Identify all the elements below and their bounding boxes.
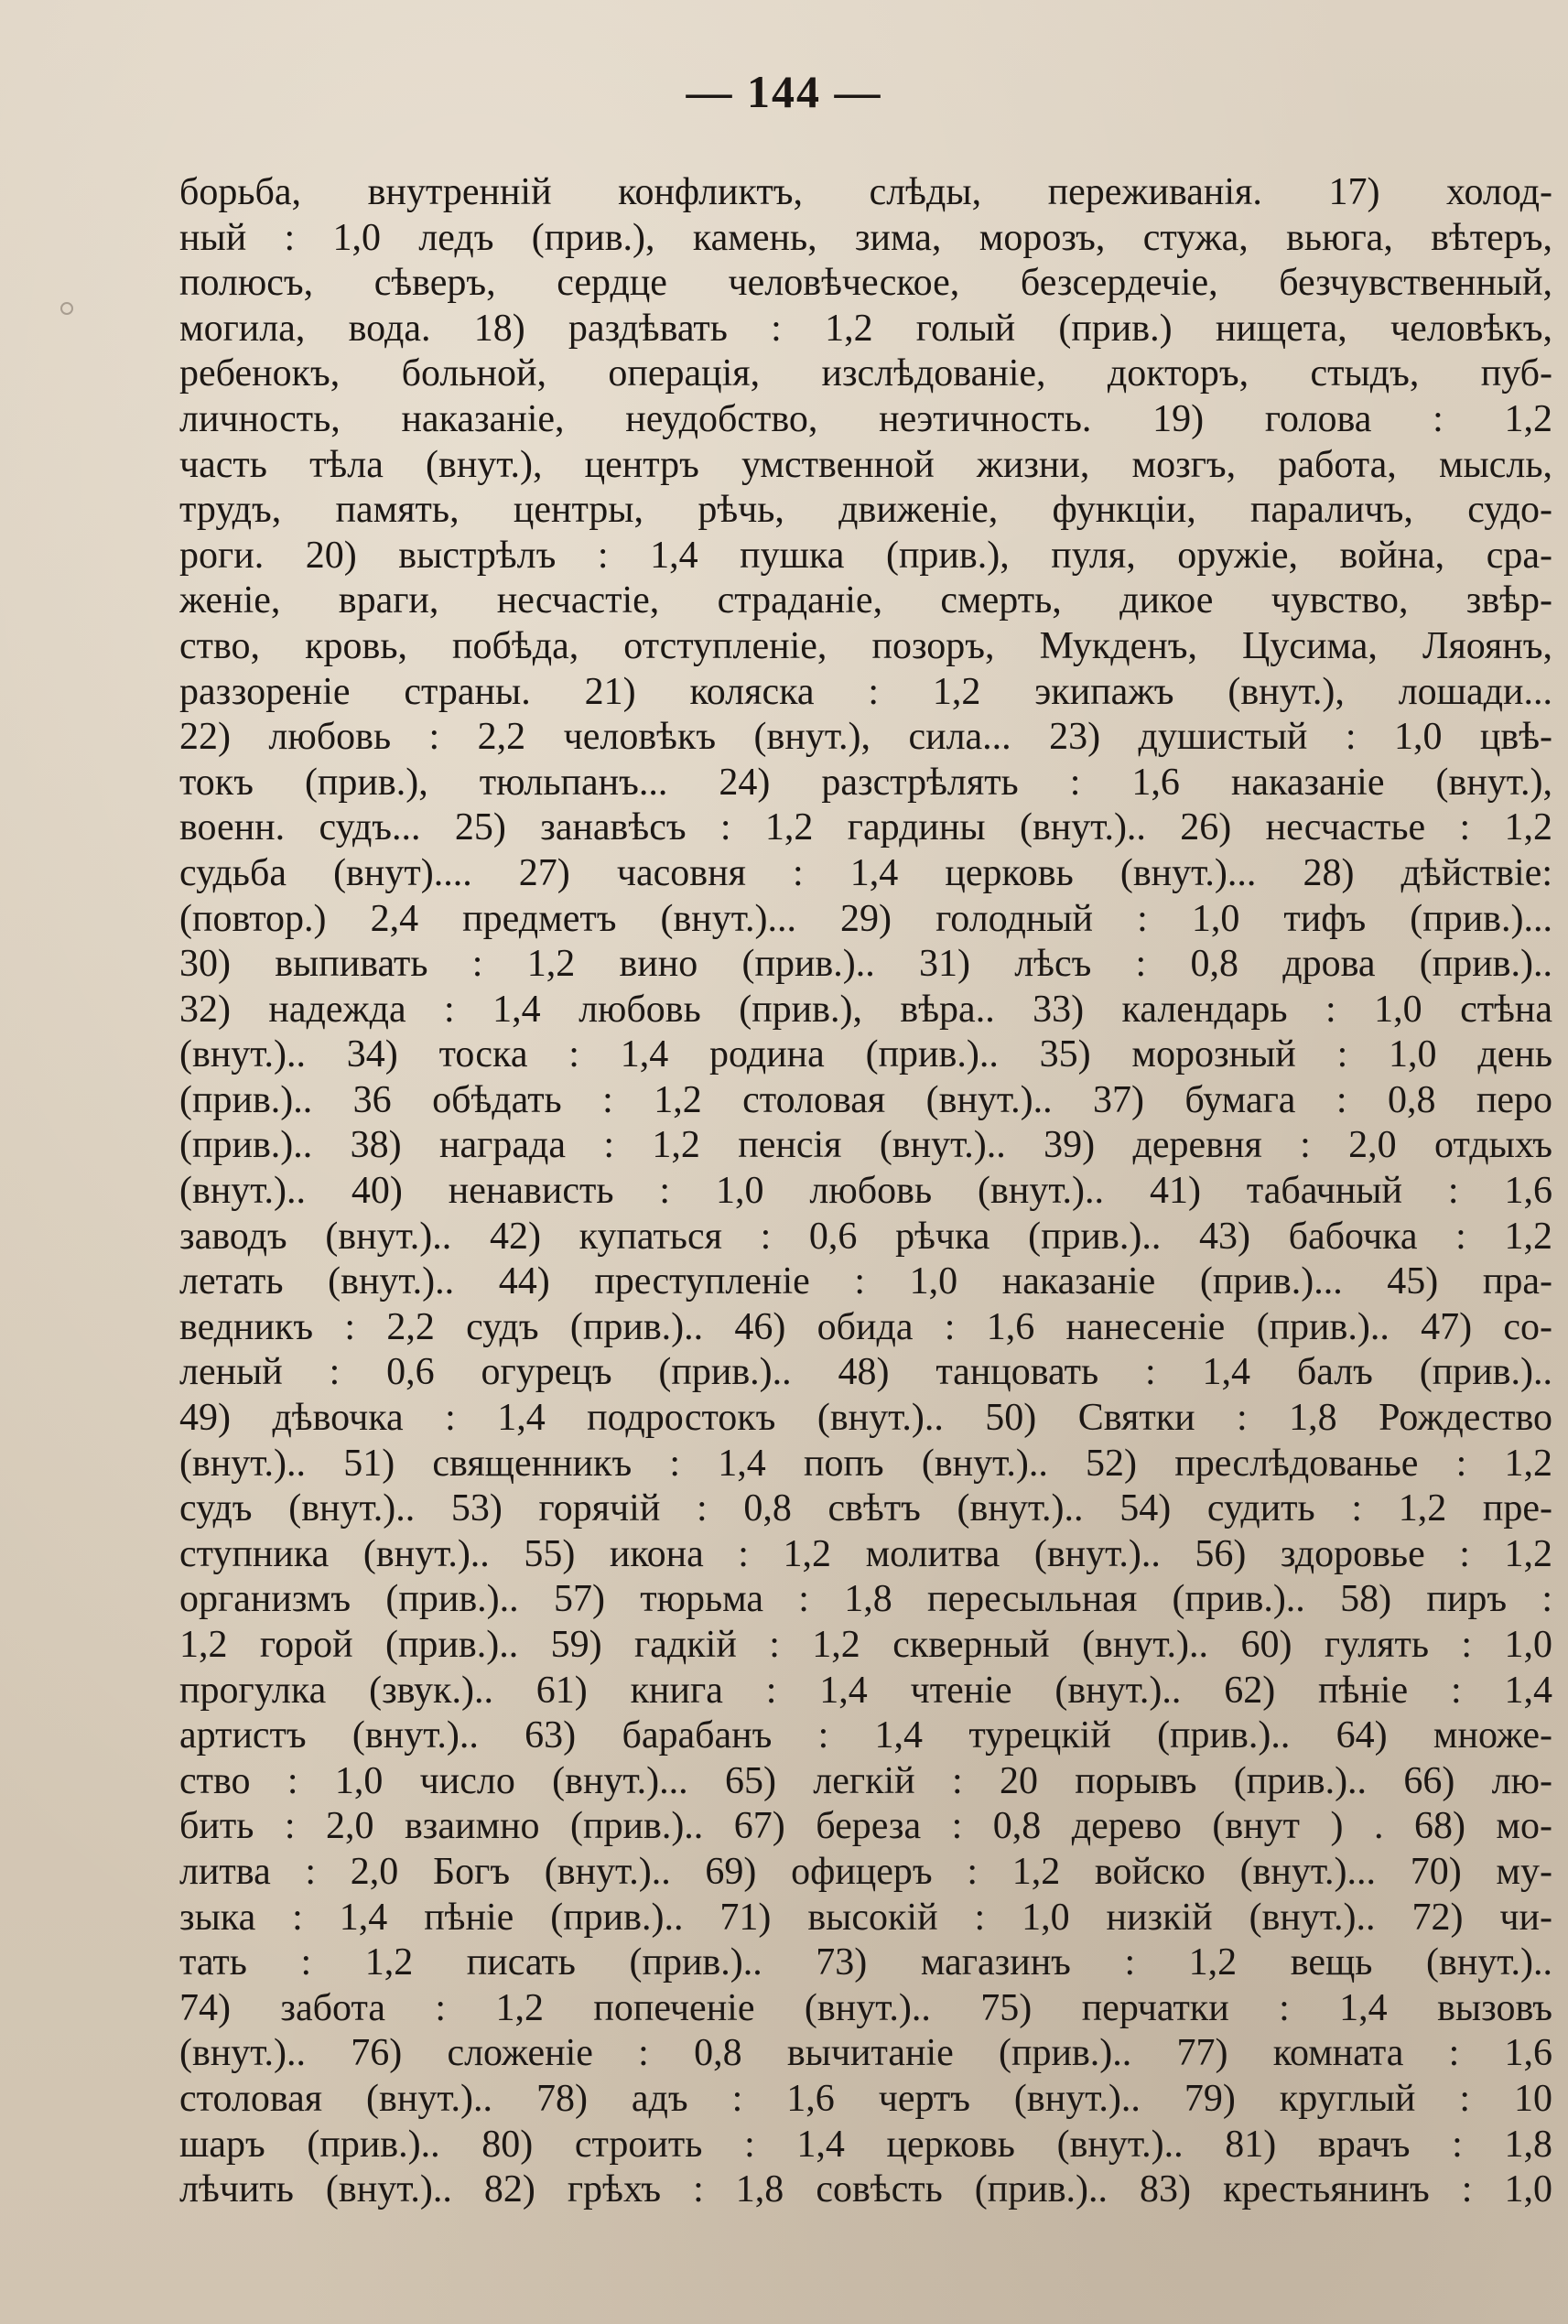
text-line: ступника (внут.).. 55) икона : 1,2 молитва (внут.).. 56) здоровье : 1,2 — [179, 1532, 1552, 1575]
text-line: ведникъ : 2,2 судъ (прив.).. 46) обида : 1,6 нанесенiе (прив.).. 47) со- — [179, 1305, 1552, 1348]
text-line: 30) выпивать : 1,2 вино (прив.).. 31) лѣсъ : 0,8 дрова (прив.).. — [179, 943, 1552, 986]
text-line: ство, кровь, побѣда, отступленiе, позоръ, Мукденъ, Цусима, Ляоянъ, — [179, 624, 1552, 667]
text-line: литва : 2,0 Богъ (внут.).. 69) офицеръ : 1,2 войско (внут.)... 70) му- — [179, 1850, 1552, 1893]
text-line: (внут.).. 76) сложенiе : 0,8 вычитанiе (прив.).. 77) комната : 1,6 — [179, 2032, 1552, 2075]
text-line: летать (внут.).. 44) преступленiе : 1,0 наказанiе (прив.)... 45) пра- — [179, 1260, 1552, 1303]
text-line: бить : 2,0 взаимно (прив.).. 67) береза : 0,8 дерево (внут ) . 68) мо- — [179, 1805, 1552, 1848]
text-line: шаръ (прив.).. 80) строить : 1,4 церковь (внут.).. 81) врачъ : 1,8 — [179, 2123, 1552, 2166]
text-line: борьба, внутреннiй конфликтъ, слѣды, переживанiя. 17) холод- — [179, 171, 1552, 213]
page-text — [179, 170, 1552, 2213]
text-line: прогулка (звук.).. 61) книга : 1,4 чтенiе (внут.).. 62) пѣнiе : 1,4 — [179, 1669, 1552, 1712]
text-line: 22) любовь : 2,2 человѣкъ (внут.), сила... 23) душистый : 1,0 цвѣ- — [179, 716, 1552, 759]
text-line: тать : 1,2 писать (прив.).. 73) магазинъ : 1,2 вещь (внут.).. — [179, 1941, 1552, 1984]
text-line: организмъ (прив.).. 57) тюрьма : 1,8 пересыльная (прив.).. 58) пиръ : — [179, 1578, 1552, 1621]
text-line: леный : 0,6 огурецъ (прив.).. 48) танцовать : 1,4 балъ (прив.).. — [179, 1351, 1552, 1394]
text-line: личность, наказанiе, неудобство, неэтичность. 19) голова : 1,2 — [179, 397, 1552, 440]
text-line: (внут.).. 51) священникъ : 1,4 попъ (внут.).. 52) преслѣдованье : 1,2 — [179, 1442, 1552, 1485]
text-line: ство : 1,0 число (внут.)... 65) легкiй : 20 порывъ (прив.).. 66) лю- — [179, 1759, 1552, 1802]
text-line: военн. судъ... 25) занавѣсъ : 1,2 гардины (внут.).. 26) несчастье : 1,2 — [179, 806, 1552, 849]
text-line: могила, вода. 18) раздѣвать : 1,2 голый (прив.) нищета, человѣкъ, — [179, 307, 1552, 350]
text-line: часть тѣла (внут.), центръ умственной жизни, мозгъ, работа, мысль, — [179, 443, 1552, 486]
text-line: ный : 1,0 ледъ (прив.), камень, зима, морозъ, стужа, вьюга, вѣтеръ, — [179, 216, 1552, 259]
text-line: лѣчить (внут.).. 82) грѣхъ : 1,8 совѣсть (прив.).. 83) крестьянинъ : 1,0 — [179, 2168, 1552, 2211]
text-line: роги. 20) выстрѣлъ : 1,4 пушка (прив.), пуля, оружiе, война, сра- — [179, 534, 1552, 577]
text-line: зыка : 1,4 пѣнiе (прив.).. 71) высокiй : 1,0 низкiй (внут.).. 72) чи- — [179, 1896, 1552, 1939]
text-line: полюсъ, сѣверъ, сердце человѣческое, безсердечiе, безчувственный, — [179, 262, 1552, 305]
text-line: (внут.).. 34) тоска : 1,4 родина (прив.).. 35) морозный : 1,0 день — [179, 1033, 1552, 1076]
text-line: артистъ (внут.).. 63) барабанъ : 1,4 турецкiй (прив.).. 64) множе- — [179, 1714, 1552, 1757]
text-line: столовая (внут.).. 78) адъ : 1,6 чертъ (внут.).. 79) круглый : 10 — [179, 2077, 1552, 2120]
text-line: трудъ, память, центры, рѣчь, движенiе, функцiи, параличъ, судо- — [179, 489, 1552, 532]
text-line: 74) забота : 1,2 попеченiе (внут.).. 75) перчатки : 1,4 вызовъ — [179, 1986, 1552, 2029]
text-line: 32) надежда : 1,4 любовь (прив.), вѣра.. 33) календарь : 1,0 стѣна — [179, 988, 1552, 1031]
text-line: заводъ (внут.).. 42) купаться : 0,6 рѣчка (прив.).. 43) бабочка : 1,2 — [179, 1215, 1552, 1258]
text-line: женiе, враги, несчастiе, страданiе, смерть, дикое чувство, звѣр- — [179, 579, 1552, 622]
text-line: судъ (внут.).. 53) горячiй : 0,8 свѣтъ (внут.).. 54) судить : 1,2 пре- — [179, 1487, 1552, 1530]
text-line: токъ (прив.), тюльпанъ... 24) разстрѣлять : 1,6 наказанiе (внут.), — [179, 761, 1552, 804]
text-line: 49) дѣвочка : 1,4 подростокъ (внут.).. 50) Святки : 1,8 Рождество — [179, 1397, 1552, 1440]
text-line: ребенокъ, больной, операцiя, изслѣдованiе, докторъ, стыдъ, пуб- — [179, 352, 1552, 395]
text-line: судьба (внут).... 27) часовня : 1,4 церковь (внут.)... 28) дѣйствiе: — [179, 851, 1552, 894]
page-number: — 144 — — [686, 66, 882, 117]
text-line: (прив.).. 38) награда : 1,2 пенсiя (внут.).. 39) деревня : 2,0 отдыхъ — [179, 1124, 1552, 1167]
text-line: (повтор.) 2,4 предметъ (внут.)... 29) голодный : 1,0 тифъ (прив.)... — [179, 897, 1552, 940]
text-line: (внут.).. 40) ненависть : 1,0 любовь (внут.).. 41) табачный : 1,6 — [179, 1170, 1552, 1213]
paper-speck — [60, 302, 73, 315]
text-line: раззоренiе страны. 21) коляска : 1,2 экипажъ (внут.), лошади... — [179, 670, 1552, 713]
text-line: 1,2 горой (прив.).. 59) гадкiй : 1,2 скверный (внут.).. 60) гулять : 1,0 — [179, 1624, 1552, 1666]
text-line: (прив.).. 36 обѣдать : 1,2 столовая (внут.).. 37) бумага : 0,8 перо — [179, 1078, 1552, 1121]
